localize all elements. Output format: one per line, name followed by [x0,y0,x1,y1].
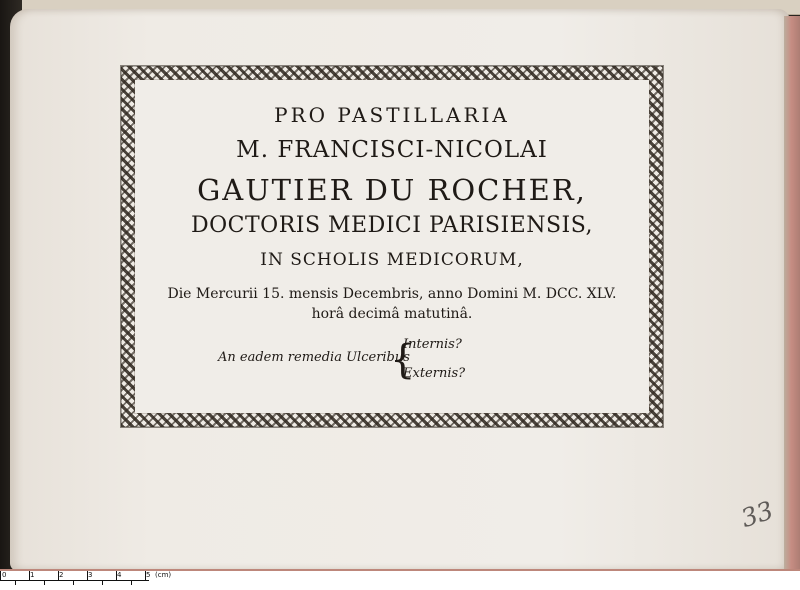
title-panel [135,80,649,413]
scale-minor-tick [44,580,45,585]
scale-label-0: 0 [2,571,7,579]
paper-page [10,9,790,571]
option-externis: Externis? [403,366,466,381]
scale-label-2: 2 [59,571,64,579]
title-line-3: GAUTIER DU ROCHER, [197,173,587,207]
title-line-4: DOCTORIS MEDICI PARISIENSIS, [190,213,593,238]
scale-unit-label: (cm) [155,571,172,579]
brace-glyph: { [390,337,416,383]
scale-minor-tick [131,580,132,585]
right-page-edge [784,16,800,572]
scale-label-1: 1 [30,571,35,579]
time-line: horâ decimâ matutinâ. [311,306,473,322]
scale-minor-tick [15,580,16,585]
title-line-2: M. FRANCISCI-NICOLAI [236,137,548,163]
ornamental-border-frame [121,66,663,427]
date-line: Die Mercurii 15. mensis Decembris, anno Domini M. DCC. XLV. [167,286,617,302]
scale-minor-tick [102,580,103,585]
option-internis: Internis? [403,337,462,352]
question-text: An eadem remedia Ulceribus [218,350,410,365]
folio-mark: 33 [737,495,777,534]
scale-label-3: 3 [88,571,93,579]
title-line-5: IN SCHOLIS MEDICORUM, [260,250,524,270]
centimeter-scale [0,571,800,590]
scale-baseline [0,580,149,581]
scale-minor-tick [73,580,74,585]
title-line-1: PRO PASTILLARIA [274,103,510,127]
scale-label-5: 5 [146,571,151,579]
scale-label-4: 4 [117,571,122,579]
scale-tick-0 [0,571,1,581]
